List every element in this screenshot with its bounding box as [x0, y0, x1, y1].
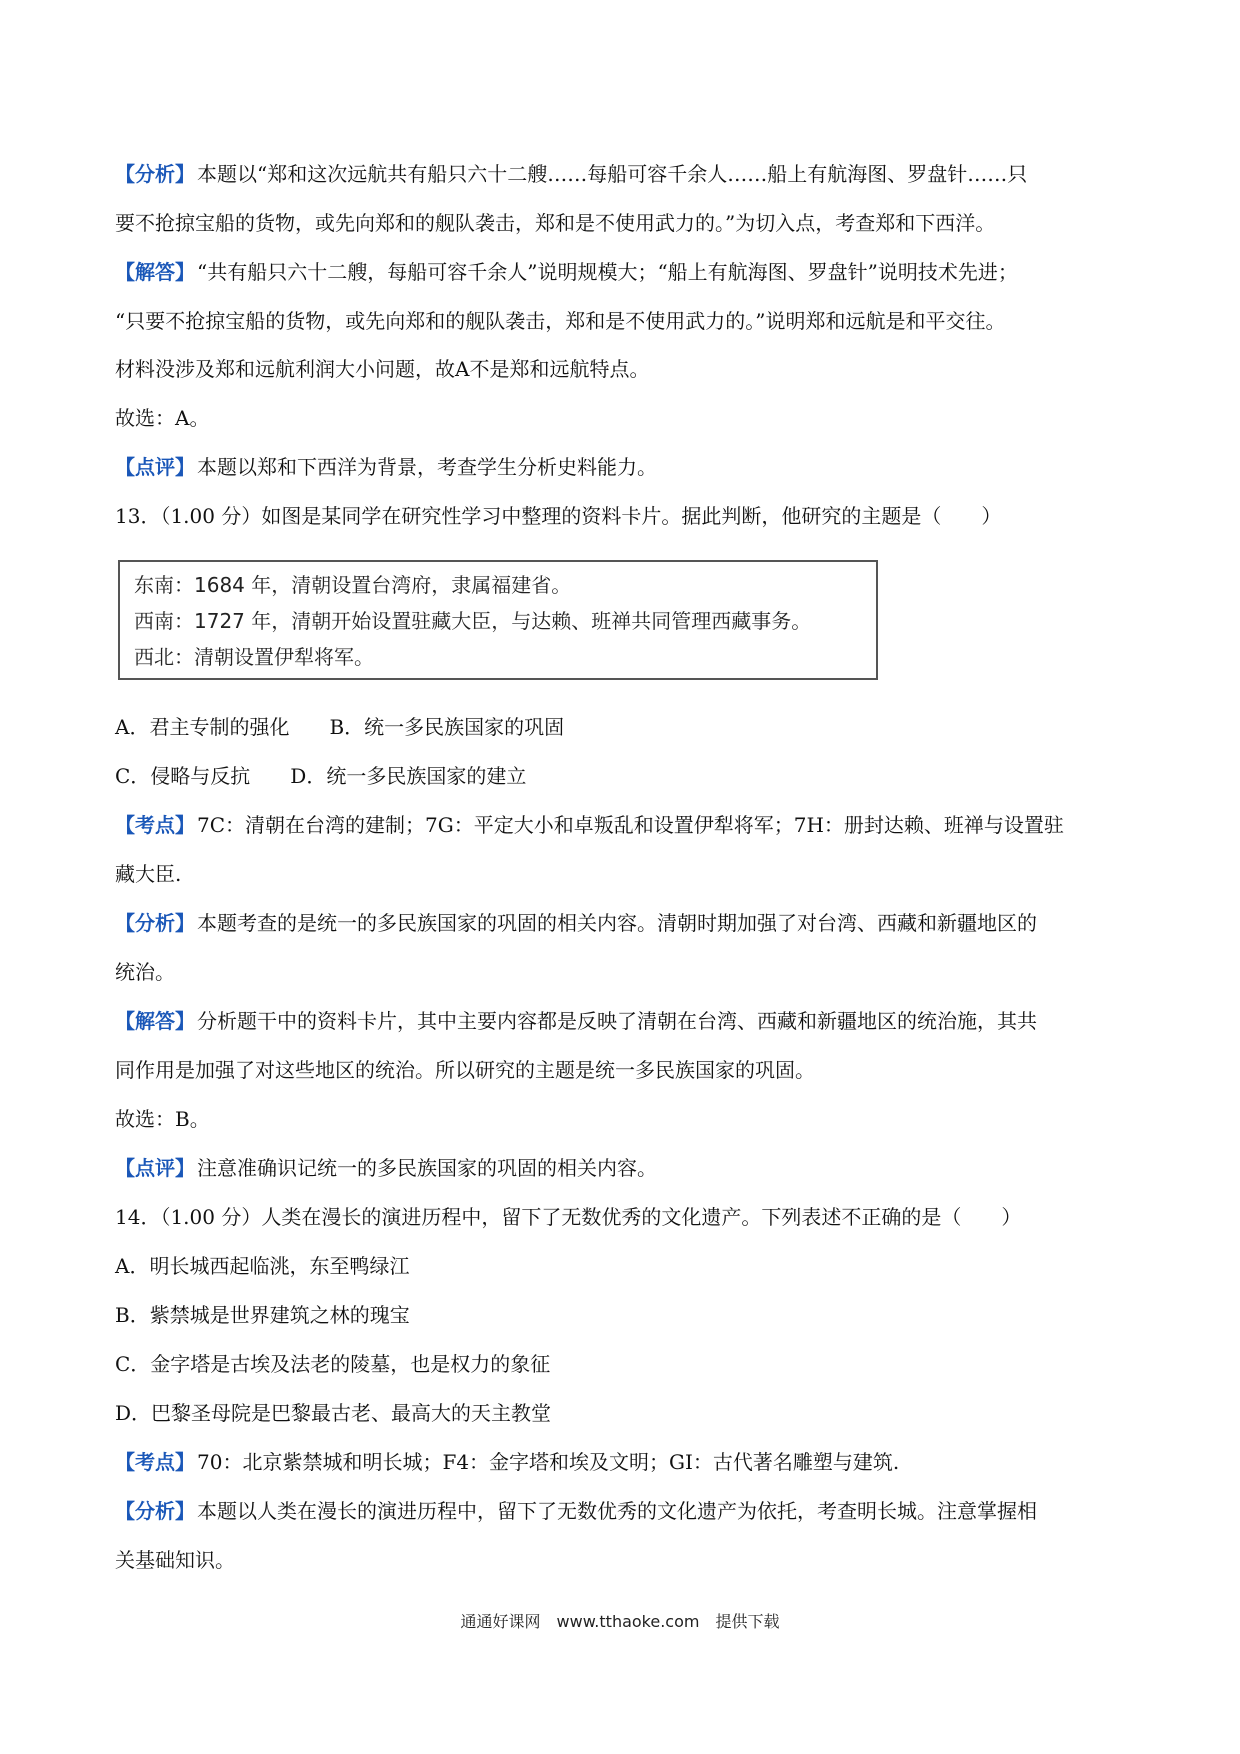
- q13-comment-line: [115, 1156, 1135, 1180]
- card-line-northwest: 西北：清朝设置伊犁将军。: [134, 645, 374, 669]
- q12-analysis-line-1: [115, 162, 1135, 186]
- kaodian-tag: 【考点】: [115, 813, 195, 837]
- q14-kaodian-line: [115, 1450, 1135, 1474]
- q13-stem: 13．（1.00 分）如图是某同学在研究性学习中整理的资料卡片。据此判断，他研究的主题是（ ）: [115, 504, 1002, 528]
- kaodian-tag: 【考点】: [115, 1450, 195, 1474]
- analysis-tag: 【分析】: [115, 162, 195, 186]
- card-line-southeast: 东南：1684 年，清朝设置台湾府，隶属福建省。: [134, 573, 572, 597]
- q12-answer-text-1: “共有船只六十二艘，每船可容千余人”说明规模大；“船上有航海图、罗盘针”说明技术先进；: [197, 260, 1018, 284]
- q12-comment-text: 本题以郑和下西洋为背景，考查学生分析史料能力。: [197, 455, 657, 479]
- q13-answer-line-1: [115, 1009, 1135, 1033]
- q13-answer-line-2: 同作用是加强了对这些地区的统治。所以研究的主题是统一多民族国家的巩固。: [115, 1058, 815, 1082]
- q12-comment-line: [115, 455, 1135, 479]
- q12-analysis-text-1: 本题以“郑和这次远航共有船只六十二艘……每船可容千余人……船上有航海图、罗盘针……只: [197, 162, 1028, 186]
- q13-options-line-1: A．君主专制的强化 B．统一多民族国家的巩固: [115, 715, 565, 739]
- analysis-tag: 【分析】: [115, 911, 195, 935]
- q14-analysis-text-1: 本题以人类在漫长的演进历程中，留下了无数优秀的文化遗产为依托，考查明长城。注意掌握相: [197, 1499, 1037, 1523]
- q12-answer-line-1: [115, 260, 1135, 284]
- card-line-southwest: 西南：1727 年，清朝开始设置驻藏大臣，与达赖、班禅共同管理西藏事务。: [134, 609, 812, 633]
- q14-kaodian-text: 70：北京紫禁城和明长城；F4：金字塔和埃及文明；GI：古代著名雕塑与建筑.: [197, 1450, 900, 1474]
- q13-answer-text-1: 分析题干中的资料卡片，其中主要内容都是反映了清朝在台湾、西藏和新疆地区的统治施，其共: [197, 1009, 1037, 1033]
- q13-kaodian-text-1: 7C：清朝在台湾的建制；7G：平定大小和卓叛乱和设置伊犁将军；7H：册封达赖、班禅与设置驻: [197, 813, 1064, 837]
- q12-analysis-line-2: 要不抢掠宝船的货物，或先向郑和的舰队袭击，郑和是不使用武力的。”为切入点，考查郑和下西洋。: [115, 211, 996, 235]
- q12-answer-line-3: 材料没涉及郑和远航利润大小问题，故A不是郑和远航特点。: [115, 357, 650, 381]
- q13-analysis-text-1: 本题考查的是统一的多民族国家的巩固的相关内容。清朝时期加强了对台湾、西藏和新疆地区的: [197, 911, 1037, 935]
- comment-tag: 【点评】: [115, 455, 195, 479]
- q12-choice: 故选：A。: [115, 406, 210, 430]
- q12-answer-line-2: “只要不抢掠宝船的货物，或先向郑和的舰队袭击，郑和是不使用武力的。”说明郑和远航是和平交往。: [115, 309, 1006, 333]
- material-card: [118, 560, 878, 680]
- analysis-tag: 【分析】: [115, 1499, 195, 1523]
- q13-choice: 故选：B。: [115, 1107, 210, 1131]
- page-footer: 通通好课网 www.tthaoke.com 提供下载: [460, 1612, 780, 1631]
- q14-option-a: A．明长城西起临洮，东至鸭绿江: [115, 1254, 410, 1278]
- q13-analysis-line-1: [115, 911, 1135, 935]
- q13-kaodian-line-1: [115, 813, 1135, 837]
- q13-comment-text: 注意准确识记统一的多民族国家的巩固的相关内容。: [197, 1156, 657, 1180]
- q14-stem: 14．（1.00 分）人类在漫长的演进历程中，留下了无数优秀的文化遗产。下列表述不正确的是（ ）: [115, 1205, 1022, 1229]
- q13-options-line-2: C．侵略与反抗 D．统一多民族国家的建立: [115, 764, 527, 788]
- q13-kaodian-line-2: 藏大臣.: [115, 862, 182, 886]
- q14-option-c: C．金字塔是古埃及法老的陵墓，也是权力的象征: [115, 1352, 551, 1376]
- answer-tag: 【解答】: [115, 260, 195, 284]
- answer-tag: 【解答】: [115, 1009, 195, 1033]
- q14-analysis-line-2: 关基础知识。: [115, 1548, 235, 1572]
- comment-tag: 【点评】: [115, 1156, 195, 1180]
- q14-analysis-line-1: [115, 1499, 1135, 1523]
- q14-option-b: B．紫禁城是世界建筑之林的瑰宝: [115, 1303, 410, 1327]
- q13-analysis-line-2: 统治。: [115, 960, 175, 984]
- q14-option-d: D．巴黎圣母院是巴黎最古老、最高大的天主教堂: [115, 1401, 552, 1425]
